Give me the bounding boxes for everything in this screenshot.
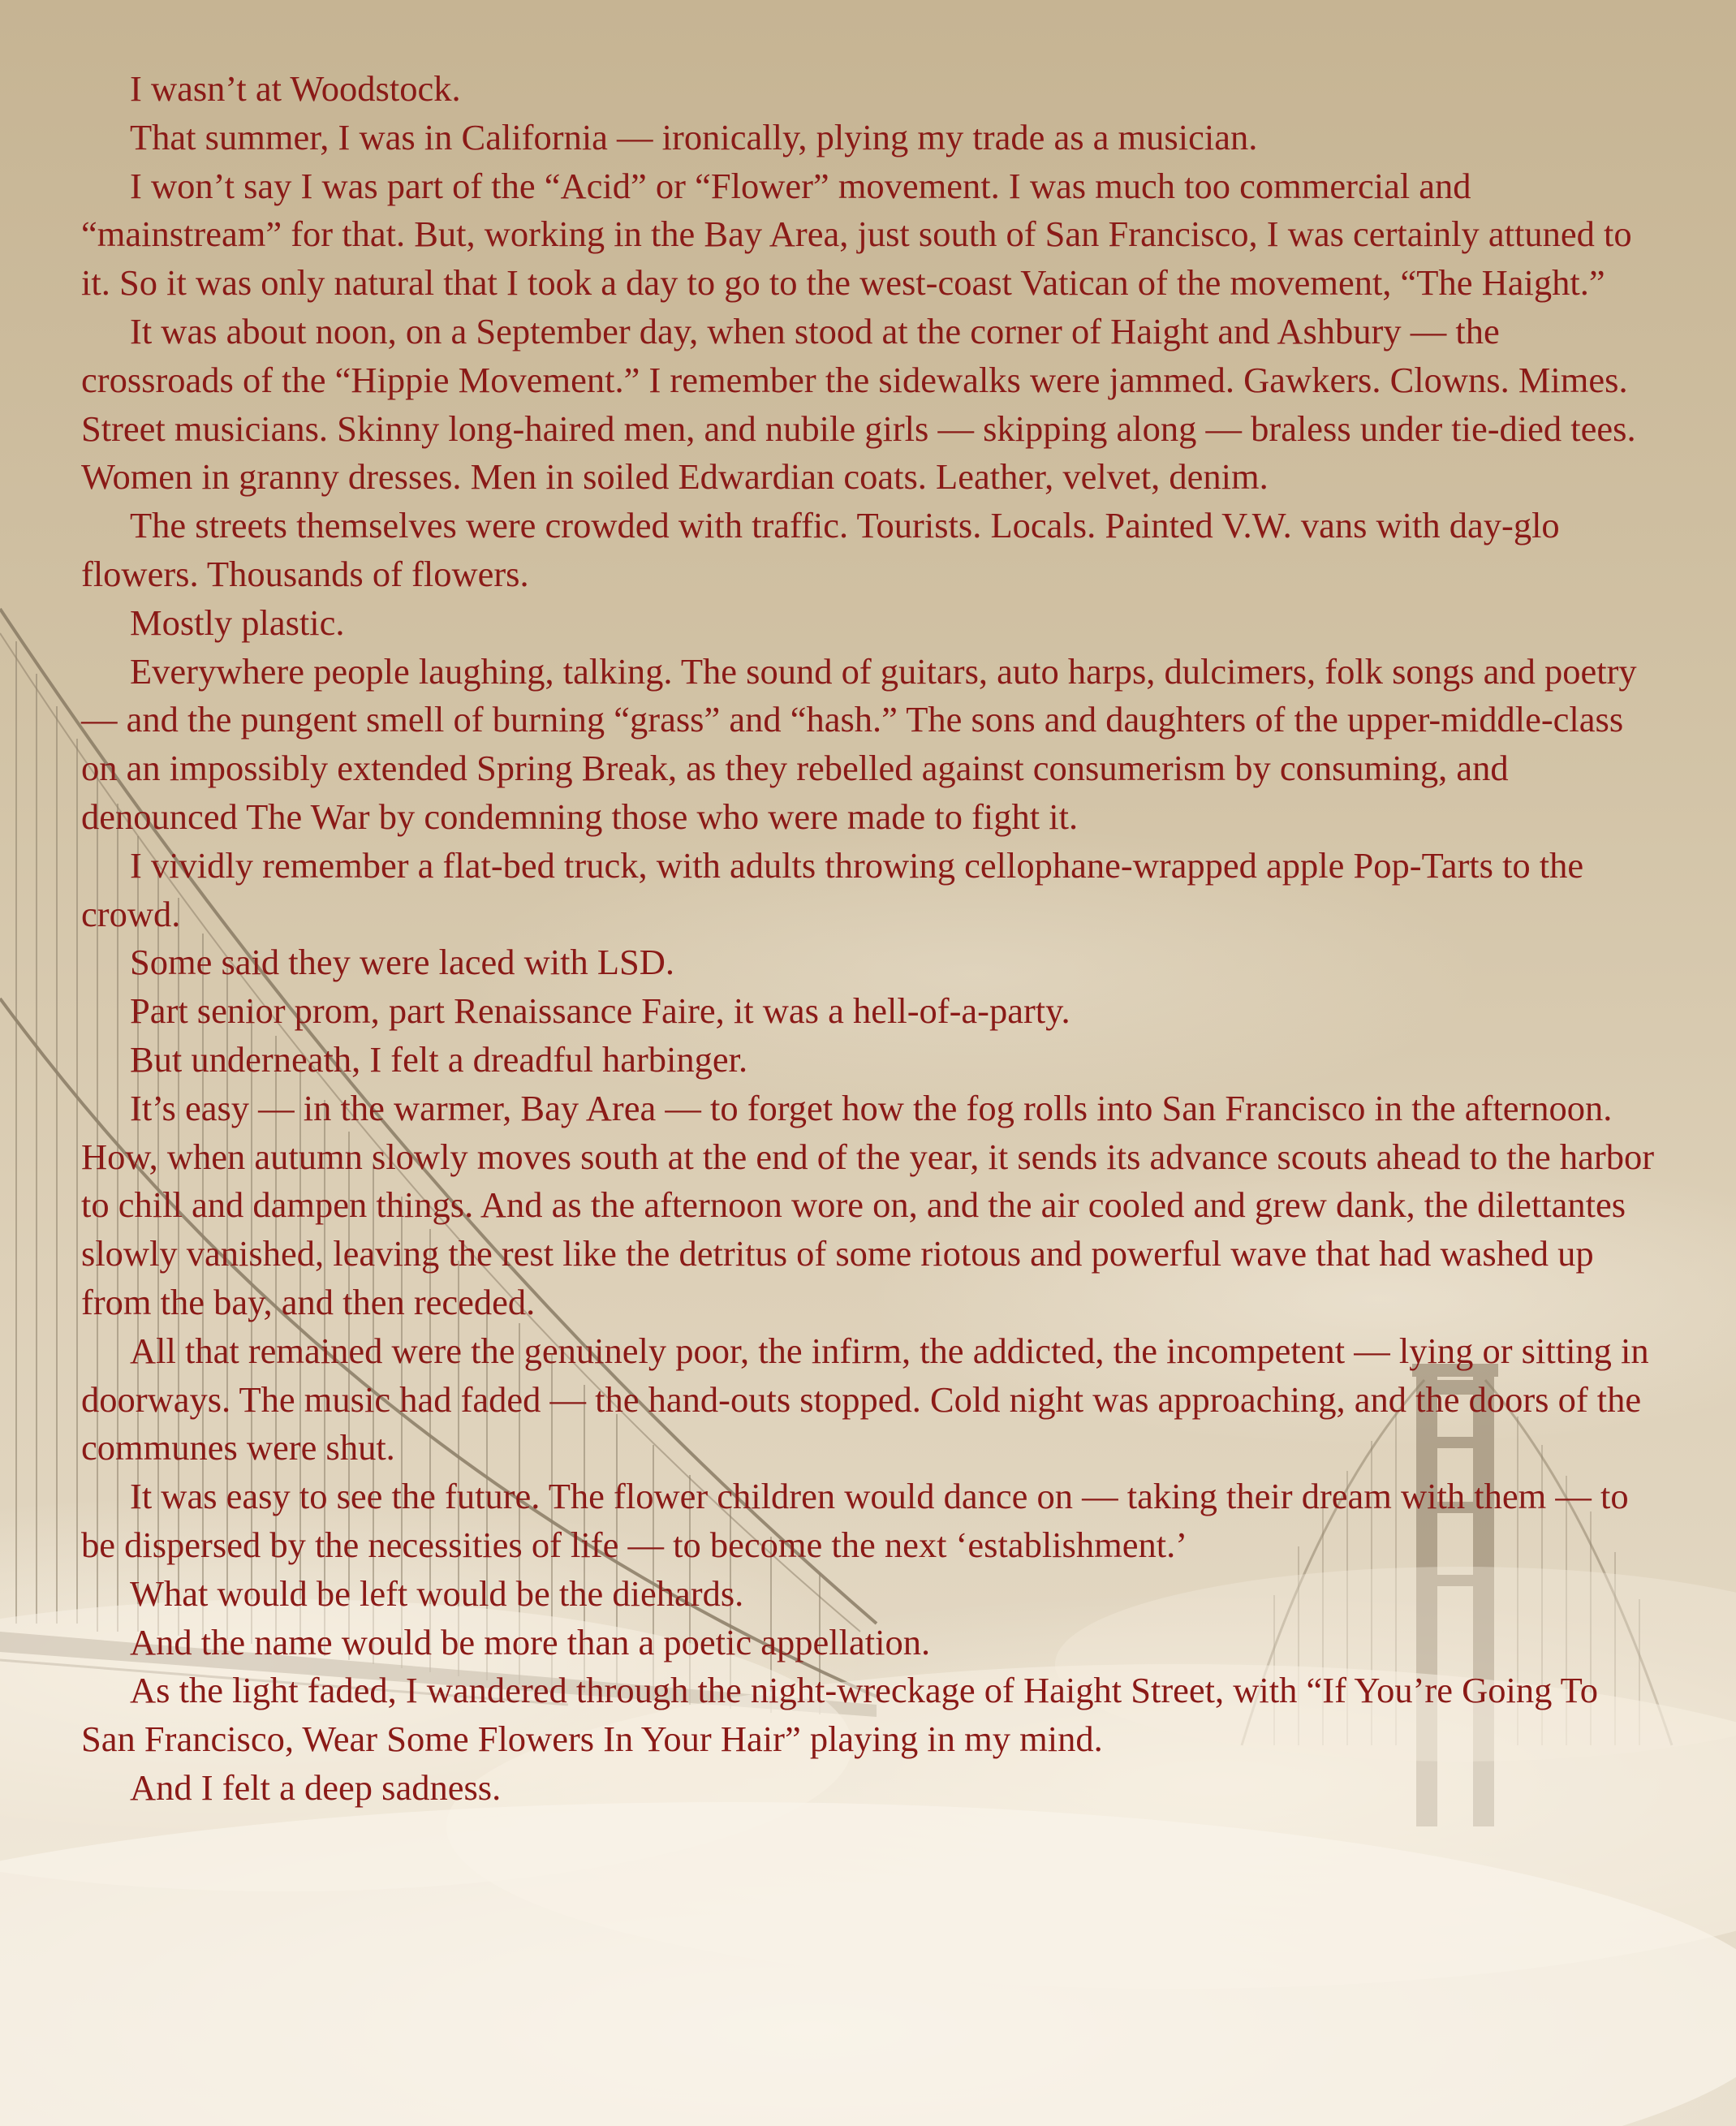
story-text bbox=[81, 65, 1656, 1813]
paragraph: I won’t say I was part of the “Acid” or “Flower” movement. I was much too commercial and “mainstream” for that. But, working in the Bay Area, just south of San Francisco, I was certainly attuned to it. So it was only natural that I took a day to go to the west-coast Vatican of the movement, “The Haight.” bbox=[81, 165, 1632, 304]
paragraph: It’s easy — in the warmer, Bay Area — to forget how the fog rolls into San Francisco in the afternoon. How, when autumn slowly moves south at the end of the year, it sends its advance scouts ahead to the harbor to chill and dampen things. And as the afternoon wore on, and the air cooled and grew dank, the dilettantes slowly vanished, leaving the rest like the detritus of some riotous and powerful wave that had washed up from the bay, and then receded. bbox=[81, 1087, 1655, 1322]
paragraph: It was about noon, on a September day, when stood at the corner of Haight and Ashbury — the crossroads of the “Hippie Movement.” I remember the sidewalks were jammed. Gawkers. Clowns. Mimes. Street musicians. Skinny long-haired men, and nubile girls — skipping along — braless under tie-died tees. Women in granny dresses. Men in soiled Edwardian coats. Leather, velvet, denim. bbox=[81, 310, 1636, 498]
paragraph: And I felt a deep sadness. bbox=[130, 1766, 502, 1808]
paragraph: Some said they were laced with LSD. bbox=[130, 942, 675, 983]
paragraph: The streets themselves were crowded with traffic. Tourists. Locals. Painted V.W. vans with day-glo flowers. Thousands of flowers. bbox=[81, 505, 1560, 594]
paragraph: It was easy to see the future. The flower children would dance on — taking their dream with them — to be dispersed by the necessities of life — to become the next ‘establishment.’ bbox=[81, 1476, 1629, 1565]
paragraph: As the light faded, I wandered through the night-wreckage of Haight Street, with “If You’re Going To San Francisco, Wear Some Flowers In Your Hair” playing in my mind. bbox=[81, 1670, 1598, 1760]
paragraph: And the name would be more than a poetic appellation. bbox=[130, 1621, 931, 1662]
paragraph: Part senior prom, part Renaissance Faire, it was a hell-of-a-party. bbox=[130, 990, 1070, 1032]
paragraph: That summer, I was in California — ironically, plying my trade as a musician. bbox=[130, 116, 1258, 157]
paragraph: I vividly remember a flat-bed truck, with adults throwing cellophane-wrapped apple Pop-Tarts to the crowd. bbox=[81, 844, 1584, 934]
paragraph: What would be left would be the diehards. bbox=[130, 1572, 744, 1614]
paragraph: I wasn’t at Woodstock. bbox=[130, 68, 461, 109]
paragraph: All that remained were the genuinely poor, the infirm, the addicted, the incompetent — lying or sitting in doorways. The music had faded — the hand-outs stopped. Cold night was approaching, and the doors of the communes were shut. bbox=[81, 1330, 1649, 1468]
paragraph: But underneath, I felt a dreadful harbinger. bbox=[130, 1038, 748, 1080]
paragraph: Mostly plastic. bbox=[130, 602, 345, 643]
paragraph: Everywhere people laughing, talking. The sound of guitars, auto harps, dulcimers, folk songs and poetry — and the pungent smell of burning “grass” and “hash.” The sons and daughters of the upper-middle-class on an impossibly extended Spring Break, as they rebelled against consumerism by consuming, and denounced The War by condemning those who were made to fight it. bbox=[81, 650, 1637, 837]
